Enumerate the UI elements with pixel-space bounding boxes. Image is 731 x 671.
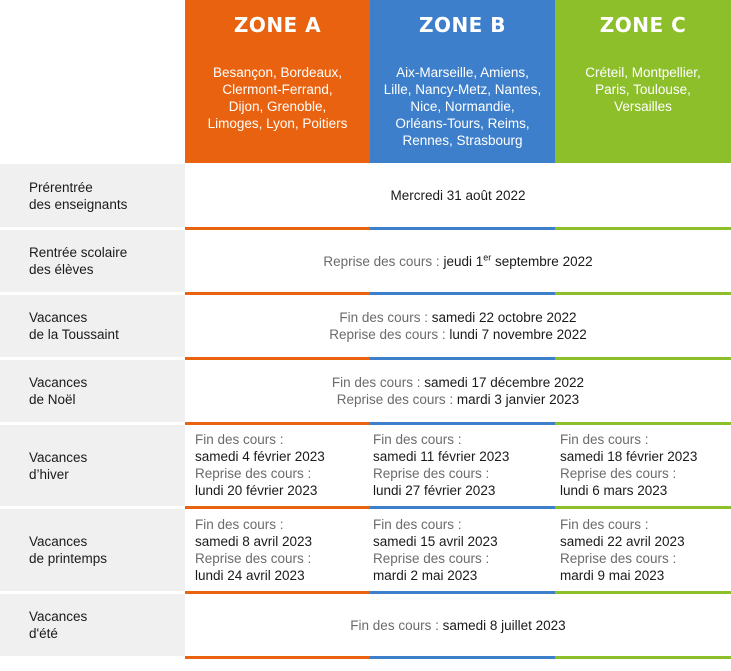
resume-prefix: Reprise des cours :: [323, 253, 440, 269]
date-value: mardi 2 mai 2023: [373, 568, 478, 583]
city-line: Orléans-Tours, Reims,: [395, 116, 530, 131]
row-label-line: de la Toussaint: [29, 327, 119, 342]
date-value: samedi 4 février 2023: [195, 449, 325, 464]
end-prefix: Fin des cours :: [195, 432, 284, 447]
city-line: Nice, Normandie,: [410, 99, 515, 114]
zone-c-cities: [555, 50, 731, 163]
zone-a-header: ZONE A: [185, 0, 370, 50]
date-value: samedi 11 février 2023: [373, 449, 510, 464]
resume-prefix: Reprise des cours :: [560, 466, 677, 481]
row-label-ete: [0, 594, 185, 656]
row-cell-prerentree: [185, 164, 731, 227]
zone-b-header: ZONE B: [370, 0, 555, 50]
date-value: lundi 24 avril 2023: [195, 568, 305, 583]
end-prefix: Fin des cours :: [350, 617, 439, 633]
row-label-line: de Noël: [29, 392, 76, 407]
date-value: samedi 17 décembre 2022: [424, 375, 585, 390]
row-label-printemps: [0, 509, 185, 591]
printemps-zone-c: [550, 516, 731, 584]
row-label-line: Vacances: [29, 534, 88, 549]
date-value: lundi 7 novembre 2022: [449, 327, 587, 342]
zone-c-divider: [555, 422, 731, 425]
city-line: Versailles: [614, 99, 672, 114]
date-value: lundi 6 mars 2023: [560, 483, 668, 498]
date-value: lundi 20 février 2023: [195, 483, 318, 498]
resume-prefix: Reprise des cours :: [336, 392, 454, 407]
row-label-line: d'été: [29, 626, 58, 641]
city-line: Dijon, Grenoble,: [228, 99, 327, 114]
ordinal-sup: er: [483, 252, 492, 262]
date-value: jeudi 1: [443, 253, 484, 269]
row-label-line: Vacances: [29, 449, 88, 465]
date-value: samedi 22 avril 2023: [560, 534, 685, 549]
hiver-zone-b: [363, 431, 553, 499]
row-label-line: d’hiver: [29, 466, 69, 482]
city-line: Lille, Nancy-Metz, Nantes,: [383, 82, 542, 97]
city-line: Limoges, Lyon, Poitiers: [207, 116, 348, 131]
date-value: lundi 27 février 2023: [373, 483, 496, 498]
row-label-toussaint: [0, 295, 185, 357]
city-line: Besançon, Bordeaux,: [212, 65, 343, 80]
hiver-zone-c: [550, 431, 731, 499]
city-line: Rennes, Strasbourg: [402, 133, 523, 148]
row-cell-toussaint: [185, 295, 731, 357]
row-label-line: Vacances: [29, 310, 88, 325]
end-prefix: Fin des cours :: [195, 517, 284, 532]
row-label-line: Prérentrée: [29, 179, 93, 195]
end-prefix: Fin des cours :: [339, 310, 428, 325]
end-prefix: Fin des cours :: [560, 432, 649, 447]
row-cell-rentree: [185, 230, 731, 292]
resume-prefix: Reprise des cours :: [373, 551, 490, 566]
date-value: Mercredi 31 août 2022: [390, 188, 526, 203]
end-prefix: Fin des cours :: [560, 517, 649, 532]
printemps-zone-b: [363, 516, 553, 584]
row-label-line: des enseignants: [29, 196, 128, 212]
row-label-noel: [0, 360, 185, 422]
city-line: Clermont-Ferrand,: [222, 82, 333, 97]
city-line: Créteil, Montpellier,: [585, 65, 701, 80]
resume-prefix: Reprise des cours :: [373, 466, 490, 481]
zone-a-divider: [185, 422, 370, 425]
zone-b-cities: [370, 50, 555, 163]
row-label-prerentree: [0, 164, 185, 227]
resume-prefix: Reprise des cours :: [560, 551, 677, 566]
end-prefix: Fin des cours :: [331, 375, 421, 390]
resume-prefix: Reprise des cours :: [195, 466, 312, 481]
zone-b-divider: [370, 506, 555, 509]
date-value: samedi 15 avril 2023: [373, 534, 498, 549]
row-label-line: des élèves: [29, 262, 94, 277]
zone-c-header: ZONE C: [555, 0, 731, 50]
zone-a-cities: [185, 50, 370, 163]
zone-a-divider: [185, 656, 370, 659]
printemps-zone-a: [185, 516, 370, 584]
resume-prefix: Reprise des cours :: [329, 327, 446, 342]
row-label-line: Vacances: [29, 609, 88, 624]
date-value: samedi 22 octobre 2022: [431, 310, 577, 325]
row-label-line: de printemps: [29, 551, 108, 566]
row-label-line: Rentrée scolaire: [29, 245, 128, 260]
resume-prefix: Reprise des cours :: [195, 551, 312, 566]
city-line: Aix-Marseille, Amiens,: [396, 65, 529, 80]
row-label-hiver: [0, 425, 185, 506]
zone-c-divider: [555, 506, 731, 509]
row-label-line: Vacances: [29, 375, 88, 390]
row-cell-ete: [185, 594, 731, 656]
date-value: samedi 18 février 2023: [560, 449, 698, 464]
end-prefix: Fin des cours :: [373, 517, 462, 532]
end-prefix: Fin des cours :: [373, 432, 462, 447]
city-line: Paris, Toulouse,: [595, 82, 691, 97]
date-value: samedi 8 juillet 2023: [442, 617, 566, 633]
zone-a-divider: [185, 506, 370, 509]
date-value: mardi 9 mai 2023: [560, 568, 665, 583]
row-cell-noel: [185, 360, 731, 422]
hiver-zone-a: [185, 431, 370, 499]
date-value: septembre 2022: [495, 253, 593, 269]
zone-b-divider: [370, 656, 555, 659]
row-label-rentree: [0, 230, 185, 292]
zone-b-divider: [370, 422, 555, 425]
zone-c-divider: [555, 656, 731, 659]
date-value: mardi 3 janvier 2023: [456, 392, 580, 407]
date-value: samedi 8 avril 2023: [195, 534, 313, 549]
